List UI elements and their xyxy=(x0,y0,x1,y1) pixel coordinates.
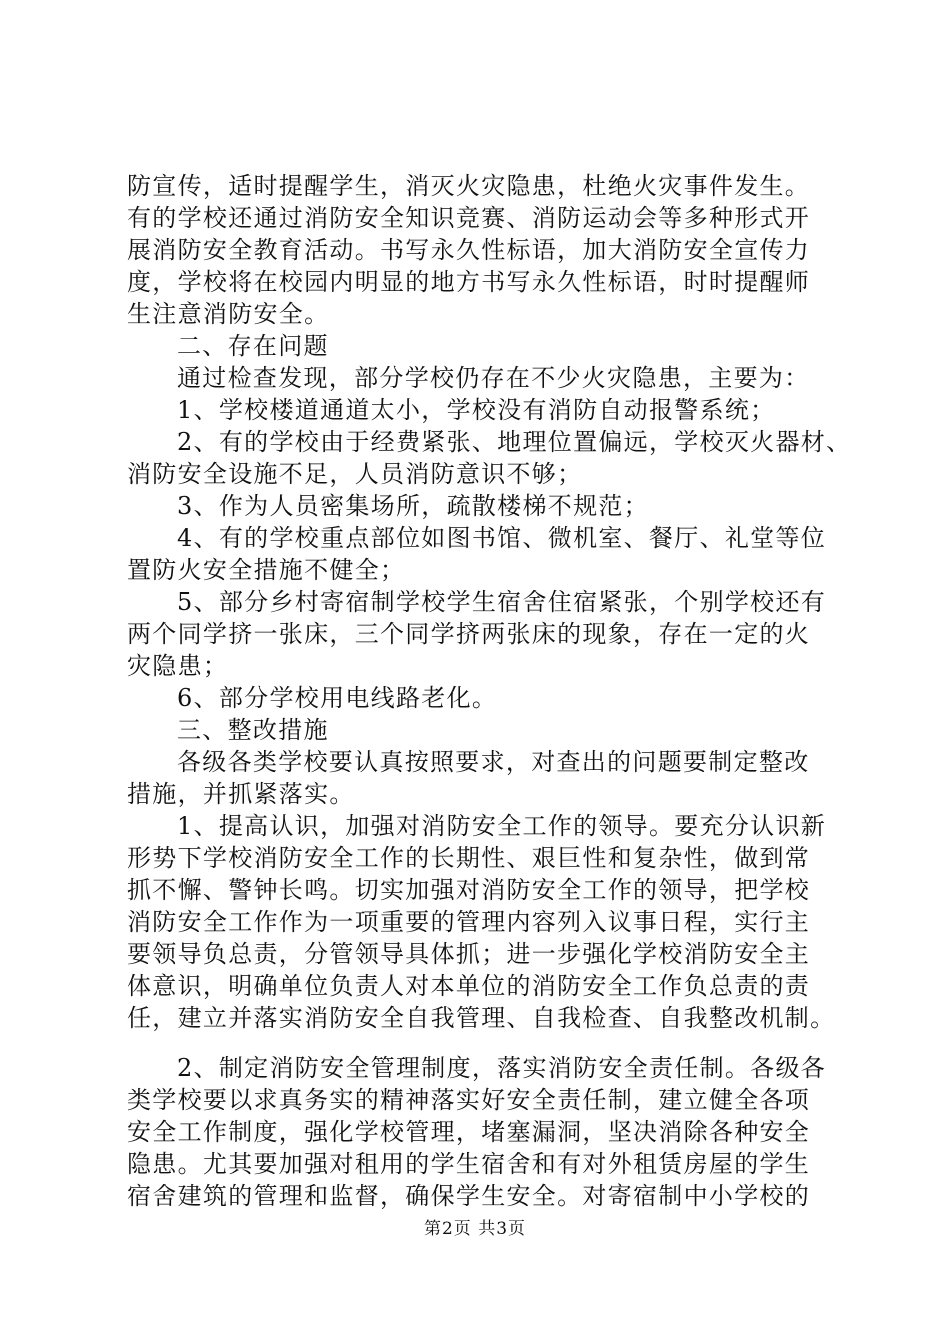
text-line: 度，学校将在校园内明显的地方书写永久性标语，时时提醒师 xyxy=(127,268,811,296)
text-line: 置防火安全措施不健全； xyxy=(127,556,406,584)
list-item: 4、有的学校重点部位如图书馆、微机室、餐厅、礼堂等位 xyxy=(177,524,827,552)
text-line: 要领导负总责，分管领导具体抓；进一步强化学校消防安全主 xyxy=(127,940,811,968)
text-line: 宿舍建筑的管理和监督，确保学生安全。对寄宿制中小学校的 xyxy=(127,1182,811,1210)
text-line: 安全工作制度，强化学校管理，堵塞漏洞，坚决消除各种安全 xyxy=(127,1118,811,1146)
section-heading: 三、整改措施 xyxy=(177,716,329,744)
text-line: 消防安全工作作为一项重要的管理内容列入议事日程，实行主 xyxy=(127,908,811,936)
list-item: 2、有的学校由于经费紧张、地理位置偏远，学校灭火器材、 xyxy=(177,428,852,456)
text-line: 形势下学校消防安全工作的长期性、艰巨性和复杂性，做到常 xyxy=(127,844,811,872)
section-heading: 二、存在问题 xyxy=(177,332,329,360)
text-line: 各级各类学校要认真按照要求，对查出的问题要制定整改 xyxy=(177,748,810,776)
list-item: 6、部分学校用电线路老化。 xyxy=(177,684,498,712)
list-item: 2、制定消防安全管理制度，落实消防安全责任制。各级各 xyxy=(177,1054,827,1082)
text-line: 防宣传，适时提醒学生，消灭火灾隐患，杜绝火灾事件发生。 xyxy=(127,172,811,200)
text-line: 体意识，明确单位负责人对本单位的消防安全工作负总责的责 xyxy=(127,972,811,1000)
text-line: 措施，并抓紧落实。 xyxy=(127,780,355,808)
text-line: 类学校要以求真务实的精神落实好安全责任制，建立健全各项 xyxy=(127,1086,811,1114)
page-number-footer: 第2页 共3页 xyxy=(423,1219,527,1239)
text-line: 有的学校还通过消防安全知识竞赛、消防运动会等多种形式开 xyxy=(127,204,811,232)
list-item: 1、提高认识，加强对消防安全工作的领导。要充分认识新 xyxy=(177,812,827,840)
text-line: 抓不懈、警钟长鸣。切实加强对消防安全工作的领导，把学校 xyxy=(127,876,811,904)
list-item: 3、作为人员密集场所，疏散楼梯不规范； xyxy=(177,492,649,520)
text-line: 两个同学挤一张床，三个同学挤两张床的现象，存在一定的火 xyxy=(127,620,811,648)
text-line: 隐患。尤其要加强对租用的学生宿舍和有对外租赁房屋的学生 xyxy=(127,1150,811,1178)
text-line: 任，建立并落实消防安全自我管理、自我检查、自我整改机制。 xyxy=(127,1004,836,1032)
list-item: 5、部分乡村寄宿制学校学生宿舍住宿紧张，个别学校还有 xyxy=(177,588,827,616)
text-line: 通过检查发现，部分学校仍存在不少火灾隐患，主要为： xyxy=(177,364,810,392)
list-item: 1、学校楼道通道太小，学校没有消防自动报警系统； xyxy=(177,396,776,424)
text-line: 生注意消防安全。 xyxy=(127,300,330,328)
text-line: 消防安全设施不足，人员消防意识不够； xyxy=(127,460,583,488)
text-line: 灾隐患； xyxy=(127,652,229,680)
text-line: 展消防安全教育活动。书写永久性标语，加大消防安全宣传力 xyxy=(127,236,811,264)
